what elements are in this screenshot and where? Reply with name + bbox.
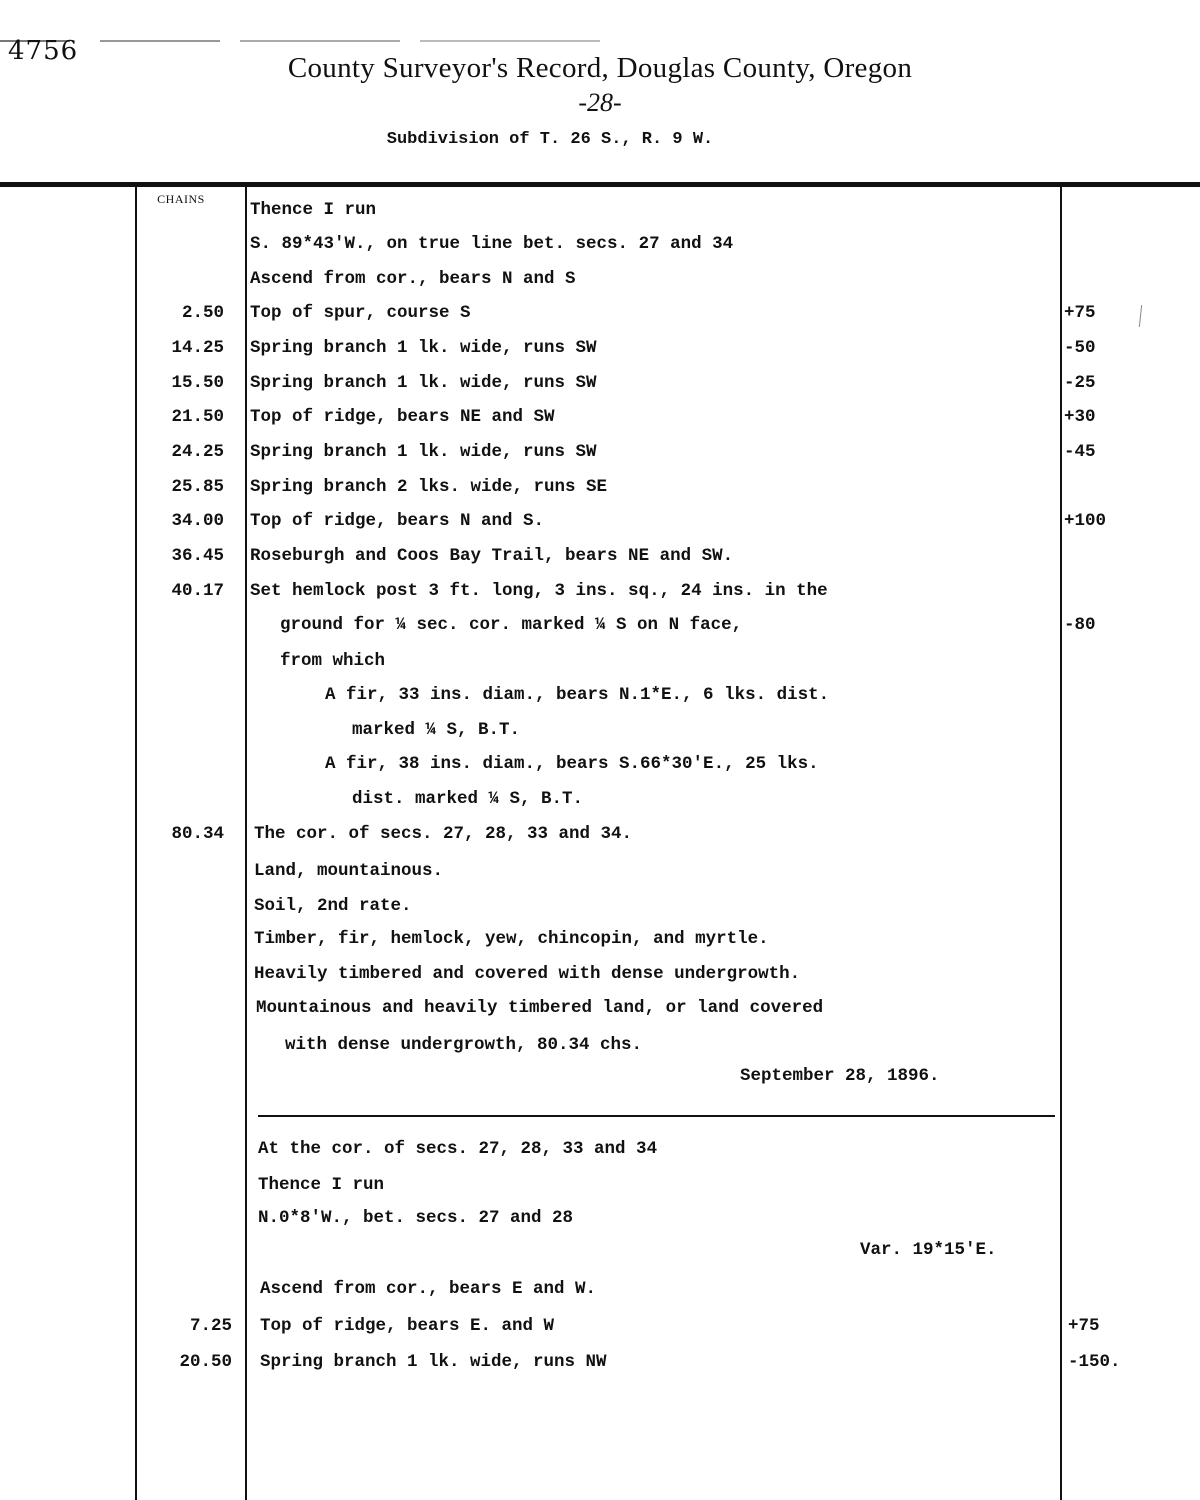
note-text: Set hemlock post 3 ft. long, 3 ins. sq., 24 ins. in the: [250, 581, 828, 601]
elevation-value: -50: [1064, 338, 1096, 358]
record-line: [0, 407, 1200, 439]
record-line: [0, 824, 1200, 856]
chains-value: 25.85: [171, 477, 224, 497]
note-text: Spring branch 1 lk. wide, runs NW: [260, 1352, 607, 1372]
chains-value: 40.17: [171, 581, 224, 601]
note-text: Mountainous and heavily timbered land, or land covered: [256, 998, 824, 1018]
note-text: with dense undergrowth, 80.34 chs.: [285, 1035, 643, 1055]
header-dash: [420, 40, 600, 42]
record-line: [0, 1316, 1200, 1348]
record-line: [0, 1035, 1200, 1067]
note-text: Top of spur, course S: [250, 303, 471, 323]
note-text: Timber, fir, hemlock, yew, chincopin, and myrtle.: [254, 929, 769, 949]
note-text: Thence I run: [258, 1175, 385, 1195]
note-text: Land, mountainous.: [254, 861, 444, 881]
chains-column-heading: CHAINS: [157, 192, 205, 206]
record-line: [0, 200, 1200, 232]
note-text: N.0*8'W., bet. secs. 27 and 28: [258, 1208, 574, 1228]
chains-value: 36.45: [171, 546, 224, 566]
elevation-value: +100: [1064, 511, 1107, 531]
elevation-value: +75: [1068, 1316, 1100, 1336]
note-text: dist. marked ¼ S, B.T.: [352, 789, 584, 809]
note-text: Thence I run: [250, 200, 377, 220]
note-text: marked ¼ S, B.T.: [352, 720, 521, 740]
header-dash: [240, 40, 400, 42]
record-line: [0, 338, 1200, 370]
subdivision-subtitle: Subdivision of T. 26 S., R. 9 W.: [386, 130, 714, 149]
note-text: The cor. of secs. 27, 28, 33 and 34.: [254, 824, 633, 844]
record-line: [0, 1240, 1200, 1272]
record-line: [0, 1066, 1200, 1098]
record-line: [0, 754, 1200, 786]
record-line: [0, 373, 1200, 405]
note-text: Roseburgh and Coos Bay Trail, bears NE and SW.: [250, 546, 734, 566]
record-line: [0, 1175, 1200, 1207]
chains-value: 21.50: [171, 407, 224, 427]
record-line: [0, 1352, 1200, 1384]
record-line: [0, 929, 1200, 961]
note-text: S. 89*43'W., on true line bet. secs. 27 and 34: [250, 234, 734, 254]
note-text: ground for ¼ sec. cor. marked ¼ S on N face,: [280, 615, 743, 635]
note-text: Top of ridge, bears E. and W: [260, 1316, 555, 1336]
chains-value: 80.34: [171, 824, 224, 844]
note-text: Spring branch 1 lk. wide, runs SW: [250, 373, 597, 393]
page-title: County Surveyor's Record, Douglas County, Oregon: [287, 52, 913, 84]
record-line: [0, 615, 1200, 647]
record-line: [0, 1279, 1200, 1311]
note-text: from which: [280, 651, 386, 671]
record-number: 4756: [8, 36, 79, 66]
chains-value: 7.25: [189, 1316, 232, 1336]
note-text: Spring branch 2 lks. wide, runs SE: [250, 477, 608, 497]
note-text: A fir, 33 ins. diam., bears N.1*E., 6 lks. dist.: [325, 685, 830, 705]
elevation-value: -45: [1064, 442, 1096, 462]
note-text: Soil, 2nd rate.: [254, 896, 412, 916]
record-line: [0, 269, 1200, 301]
record-line: [0, 303, 1200, 335]
chains-value: 14.25: [171, 338, 224, 358]
record-line: [0, 511, 1200, 543]
note-text: Spring branch 1 lk. wide, runs SW: [250, 338, 597, 358]
elevation-value: -80: [1064, 615, 1096, 635]
record-line: [0, 861, 1200, 893]
record-line: [0, 581, 1200, 613]
record-line: [0, 546, 1200, 578]
record-line: [0, 442, 1200, 474]
elevation-value: +75: [1064, 303, 1096, 323]
note-text: At the cor. of secs. 27, 28, 33 and 34: [258, 1139, 658, 1159]
magnetic-variation: Var. 19*15'E.: [860, 1240, 997, 1260]
note-text: A fir, 38 ins. diam., bears S.66*30'E., 25 lks.: [325, 754, 819, 774]
record-line: [0, 896, 1200, 928]
header-dash: [100, 40, 220, 42]
record-line: [0, 234, 1200, 266]
chains-value: 24.25: [171, 442, 224, 462]
note-text: Spring branch 1 lk. wide, runs SW: [250, 442, 597, 462]
note-text: Heavily timbered and covered with dense undergrowth.: [254, 964, 801, 984]
record-line: [0, 651, 1200, 683]
chains-value: 20.50: [179, 1352, 232, 1372]
note-text: Ascend from cor., bears E and W.: [260, 1279, 597, 1299]
record-line: [0, 998, 1200, 1030]
note-text: Top of ridge, bears NE and SW: [250, 407, 555, 427]
record-line: [0, 964, 1200, 996]
elevation-value: +30: [1064, 407, 1096, 427]
section-divider: [258, 1115, 1055, 1117]
note-text: Ascend from cor., bears N and S: [250, 269, 576, 289]
record-line: [0, 477, 1200, 509]
record-line: [0, 685, 1200, 717]
note-text: Top of ridge, bears N and S.: [250, 511, 545, 531]
record-line: [0, 720, 1200, 752]
chains-value: 34.00: [171, 511, 224, 531]
survey-date: September 28, 1896.: [740, 1066, 940, 1086]
record-line: [0, 1139, 1200, 1171]
elevation-value: -25: [1064, 373, 1096, 393]
elevation-value: -150.: [1068, 1352, 1121, 1372]
header-rule: [0, 182, 1200, 187]
chains-value: 15.50: [171, 373, 224, 393]
chains-value: 2.50: [181, 303, 224, 323]
page-number: -28-: [578, 88, 622, 117]
record-line: [0, 789, 1200, 821]
record-line: [0, 1208, 1200, 1240]
